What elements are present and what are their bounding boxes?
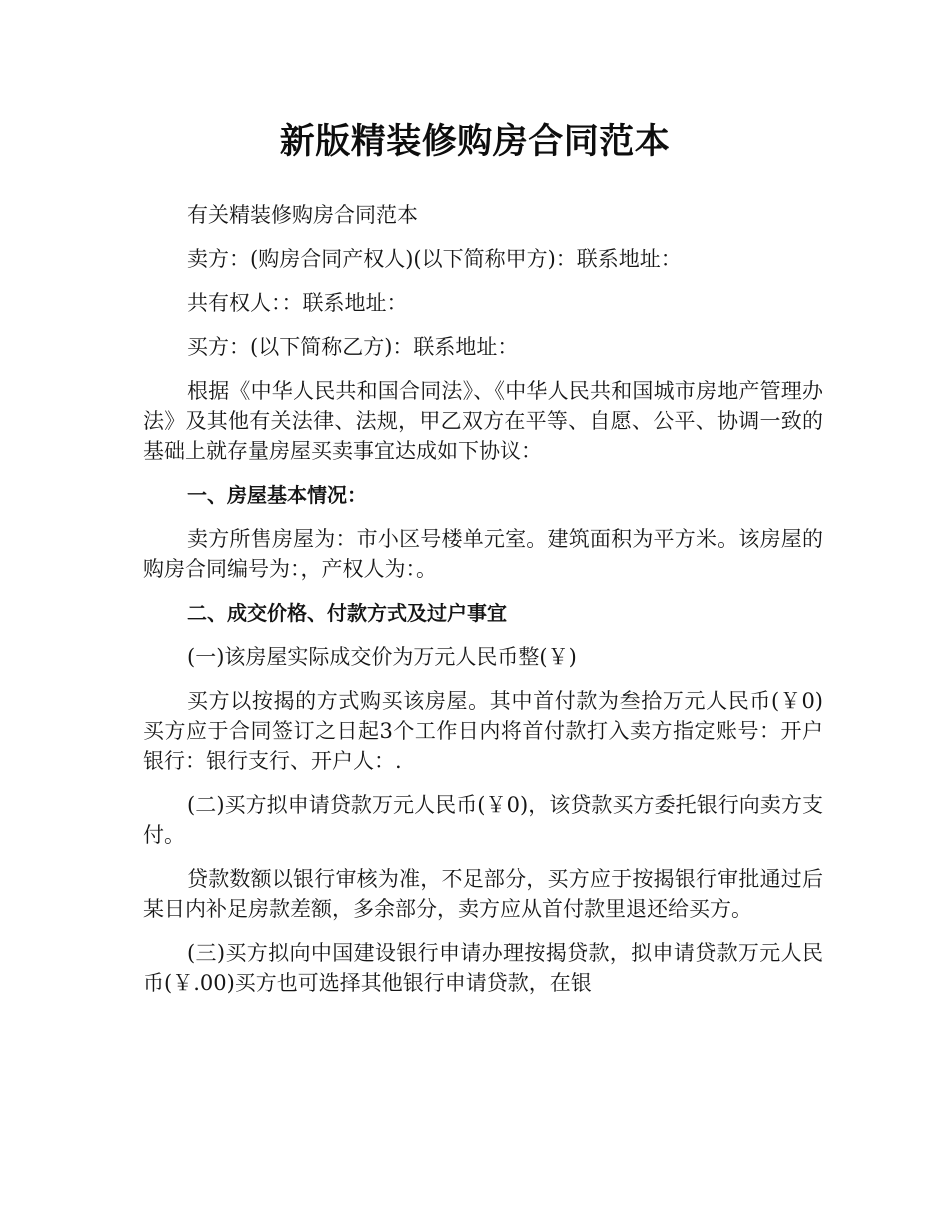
- paragraph-intro: 有关精装修购房合同范本: [187, 203, 418, 227]
- paragraph-down-payment: 买方以按揭的方式购买该房屋。其中首付款为叁拾万元人民币(￥0)买方应于合同签订之日起3个工作日内将首付款打入卖方指定账号：开户银行：银行支行、开户人：.: [143, 689, 823, 773]
- section-heading-property: 一、房屋基本情况：: [187, 483, 367, 507]
- paragraph-legal-basis: 根据《中华人民共和国合同法》、《中华人民共和国城市房地产管理办法》及其他有关法律、法规，甲乙双方在平等、自愿、公平、协调一致的基础上就存量房屋买卖事宜达成如下协议：: [143, 379, 823, 463]
- section-heading-price: 二、成交价格、付款方式及过户事宜: [187, 601, 507, 625]
- paragraph-buyer: 买方：(以下简称乙方)：联系地址：: [187, 335, 519, 359]
- paragraph-property-info: 卖方所售房屋为：市小区号楼单元室。建筑面积为平方米。该房屋的购房合同编号为：，产权人为：。: [143, 527, 823, 581]
- paragraph-loan: (二)买方拟申请贷款万元人民币(￥0)，该贷款买方委托银行向卖方支付。: [143, 793, 823, 847]
- document-body: [143, 200, 823, 1012]
- paragraph-mortgage-bank: (三)买方拟向中国建设银行申请办理按揭贷款，拟申请贷款万元人民币(￥.00)买方也可选择其他银行申请贷款，在银: [143, 941, 823, 995]
- document-title: 新版精装修购房合同范本: [279, 122, 671, 162]
- paragraph-price: (一)该房屋实际成交价为万元人民币整(￥): [187, 645, 577, 669]
- paragraph-co-owner: 共有权人：：联系地址：: [187, 291, 408, 315]
- paragraph-loan-amount: 贷款数额以银行审核为准，不足部分，买方应于按揭银行审批通过后某日内补足房款差额，多余部分，卖方应从首付款里退还给买方。: [143, 867, 823, 921]
- paragraph-seller: 卖方：(购房合同产权人)(以下简称甲方)：联系地址：: [187, 247, 682, 271]
